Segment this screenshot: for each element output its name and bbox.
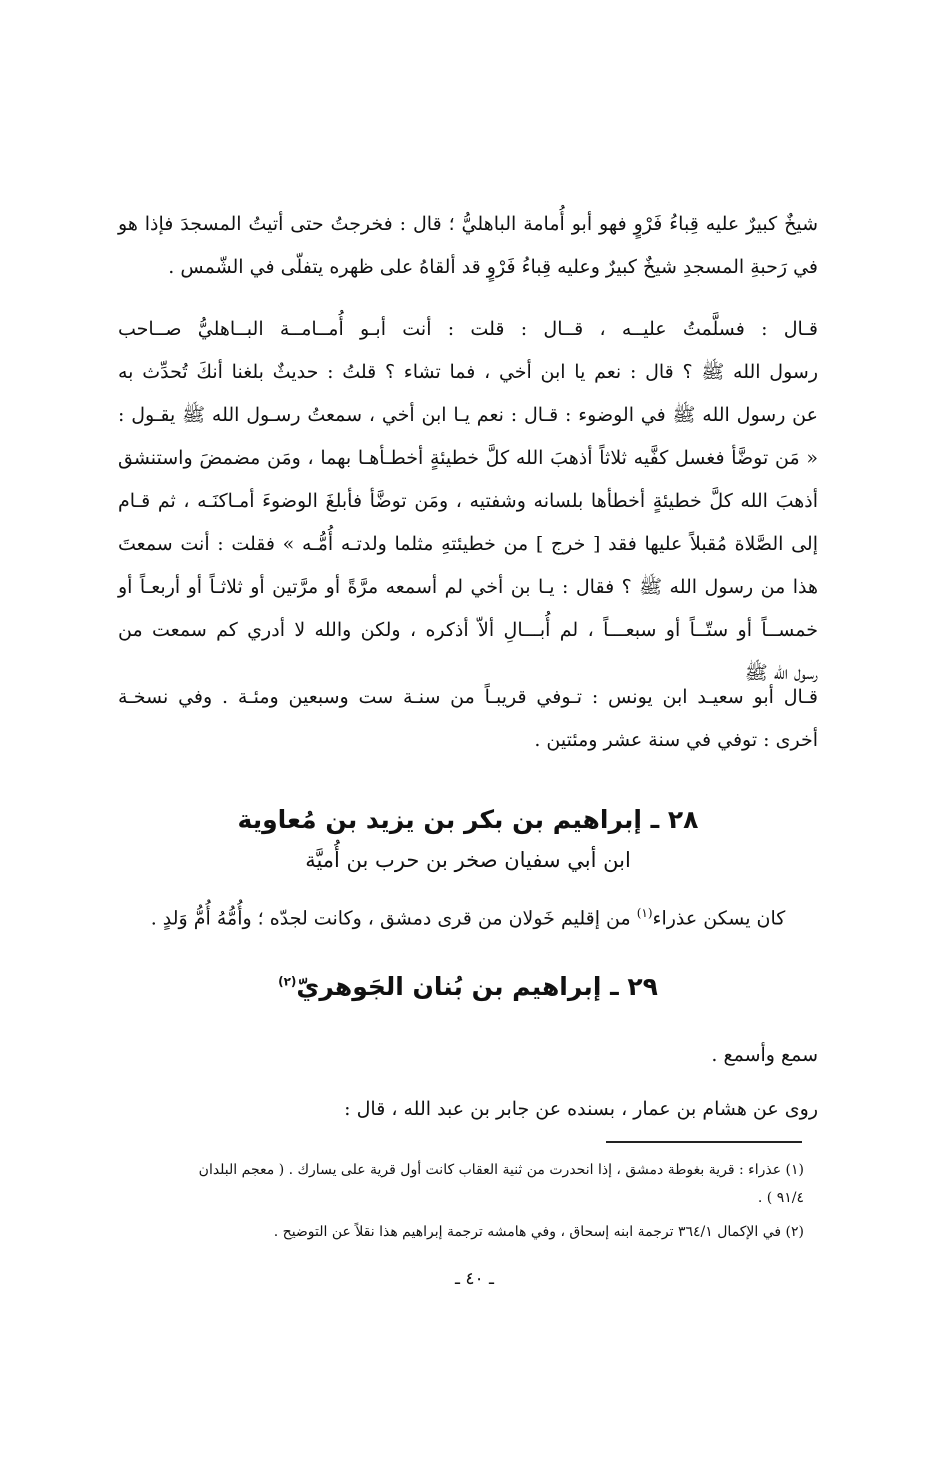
text-line: عن رسول الله ﷺ في الوضوء : قـال : نعم يـا ابن أخي ، سمعتُ رسـول الله ﷺ يقـول :: [118, 404, 818, 426]
entry-29-heading-text: ٢٩ ـ إبراهيم بن بُنان الجَوهريّ: [296, 972, 658, 1001]
text-line: في رَحبةِ المسجدِ شيخٌ كبيرٌ وعليه قِباءُ فَرْوٍ قد ألقاهُ على ظهره يتفلّى في الشّمس .: [168, 256, 818, 278]
text-line: أذهبَ الله كلَّ خطيئةٍ أخطأها بلسانه وشفتيه ، ومَن توضَّأ فأبلغَ الوضوءَ أمـاكنَـه ، ثم قـام: [118, 490, 818, 512]
entry-28-text-start: كان يسكن عذراء: [652, 907, 786, 930]
text-line: رسول الله ﷺ: [744, 662, 818, 684]
footnote-1: [118, 1156, 804, 1212]
footnote-line: (١) عذراء : قرية بغوطة دمشق ، إذا انحدرت من ثنية العقاب كانت أول قرية على يسارك . ( معجم البلدان: [198, 1162, 804, 1178]
paragraph-3: [118, 676, 818, 762]
entry-28-text-end: من إقليم خَولان من قرى دمشق ، وكانت لجدّه ؛ وأُمُّهُ أُمُّ وَلدٍ .: [150, 907, 637, 930]
entry-29-heading: [118, 972, 818, 1001]
footnote-divider: [606, 1141, 802, 1143]
paragraph-1: [118, 203, 818, 289]
text-line: هذا من رسول الله ﷺ ؟ فقال : يـا بن أخي لم أسمعه مرَّةً أو مرَّتين أو ثلاثـاً أو أربعـاً أو: [118, 576, 818, 598]
text-line: إلى الصَّلاة مُقبلاً عليها فقد [ خرج ] من خطيئتهِ مثلما ولدتـه أُمُّـه » فقلت : أنت سمعتَ: [118, 533, 818, 555]
text-line: قـال : فسلَّمتُ عليــه ، قــال : قلت : أنت أبـو أُمــامــة البــاهليُّ صــاحب: [118, 318, 818, 340]
entry-29-line-1: سمع وأسمع .: [711, 1044, 818, 1066]
paragraph-2: [118, 308, 818, 695]
footnote-ref-2: (٢): [278, 974, 297, 989]
footnote-2: [118, 1218, 804, 1246]
text-line: « مَن توضَّأ فغسل كفَّيه ثلاثاً أذهبَ الله كلَّ خطيئةٍ أخطـأهـا بهما ، ومَن مضمضَ واستنشق: [118, 447, 818, 469]
text-line: أخرى : توفي في سنة عشر ومئتين .: [534, 729, 818, 751]
page-number: ـ ٤٠ ـ: [454, 1269, 495, 1289]
text-line: خمســاً أو ستّــاً أو سبعـــاً ، لم أُبـــالِ ألاّ أذكره ، ولكن والله لا أدري كم سمعت من: [118, 619, 818, 641]
entry-28-subheading: ابن أبي سفيان صخر بن حرب بن أُميَّة: [305, 848, 631, 872]
text-line: قـال أبو سعيـد ابن يونس : تـوفي قريبـاً من سنـة ست وسبعين ومئـة . وفي نسخـة: [118, 686, 818, 708]
footnote-line: ٩١/٤ ) .: [757, 1190, 804, 1206]
footnote-line: (٢) في الإكمال ٣٦٤/١ ترجمة ابنه إسحاق ، وفي هامشه ترجمة إبراهيم هذا نقلاً عن التوضيح .: [273, 1224, 804, 1240]
entry-29-line-2: روى عن هشام بن عمار ، بسنده عن جابر بن عبد الله ، قال :: [344, 1098, 818, 1120]
text-line: شيخٌ كبيرٌ عليه قِباءُ فَرْوٍ فهو أبو أُمامة الباهليُّ ؛ قال : فخرجتُ حتى أتيتُ المسجدَ فإذا هو: [118, 213, 818, 235]
entry-28-text: [118, 906, 818, 929]
text-line: رسول الله ﷺ ؟ قال : نعم يا ابن أخي ، فما تشاء ؟ قلتُ : حديثٌ بلغنا أنكَ تُحدِّث به: [118, 361, 818, 383]
footnote-ref-1: (١): [636, 906, 653, 920]
entry-28-heading: ٢٨ ـ إبراهيم بن بكر بن يزيد بن مُعاوية: [237, 805, 699, 834]
